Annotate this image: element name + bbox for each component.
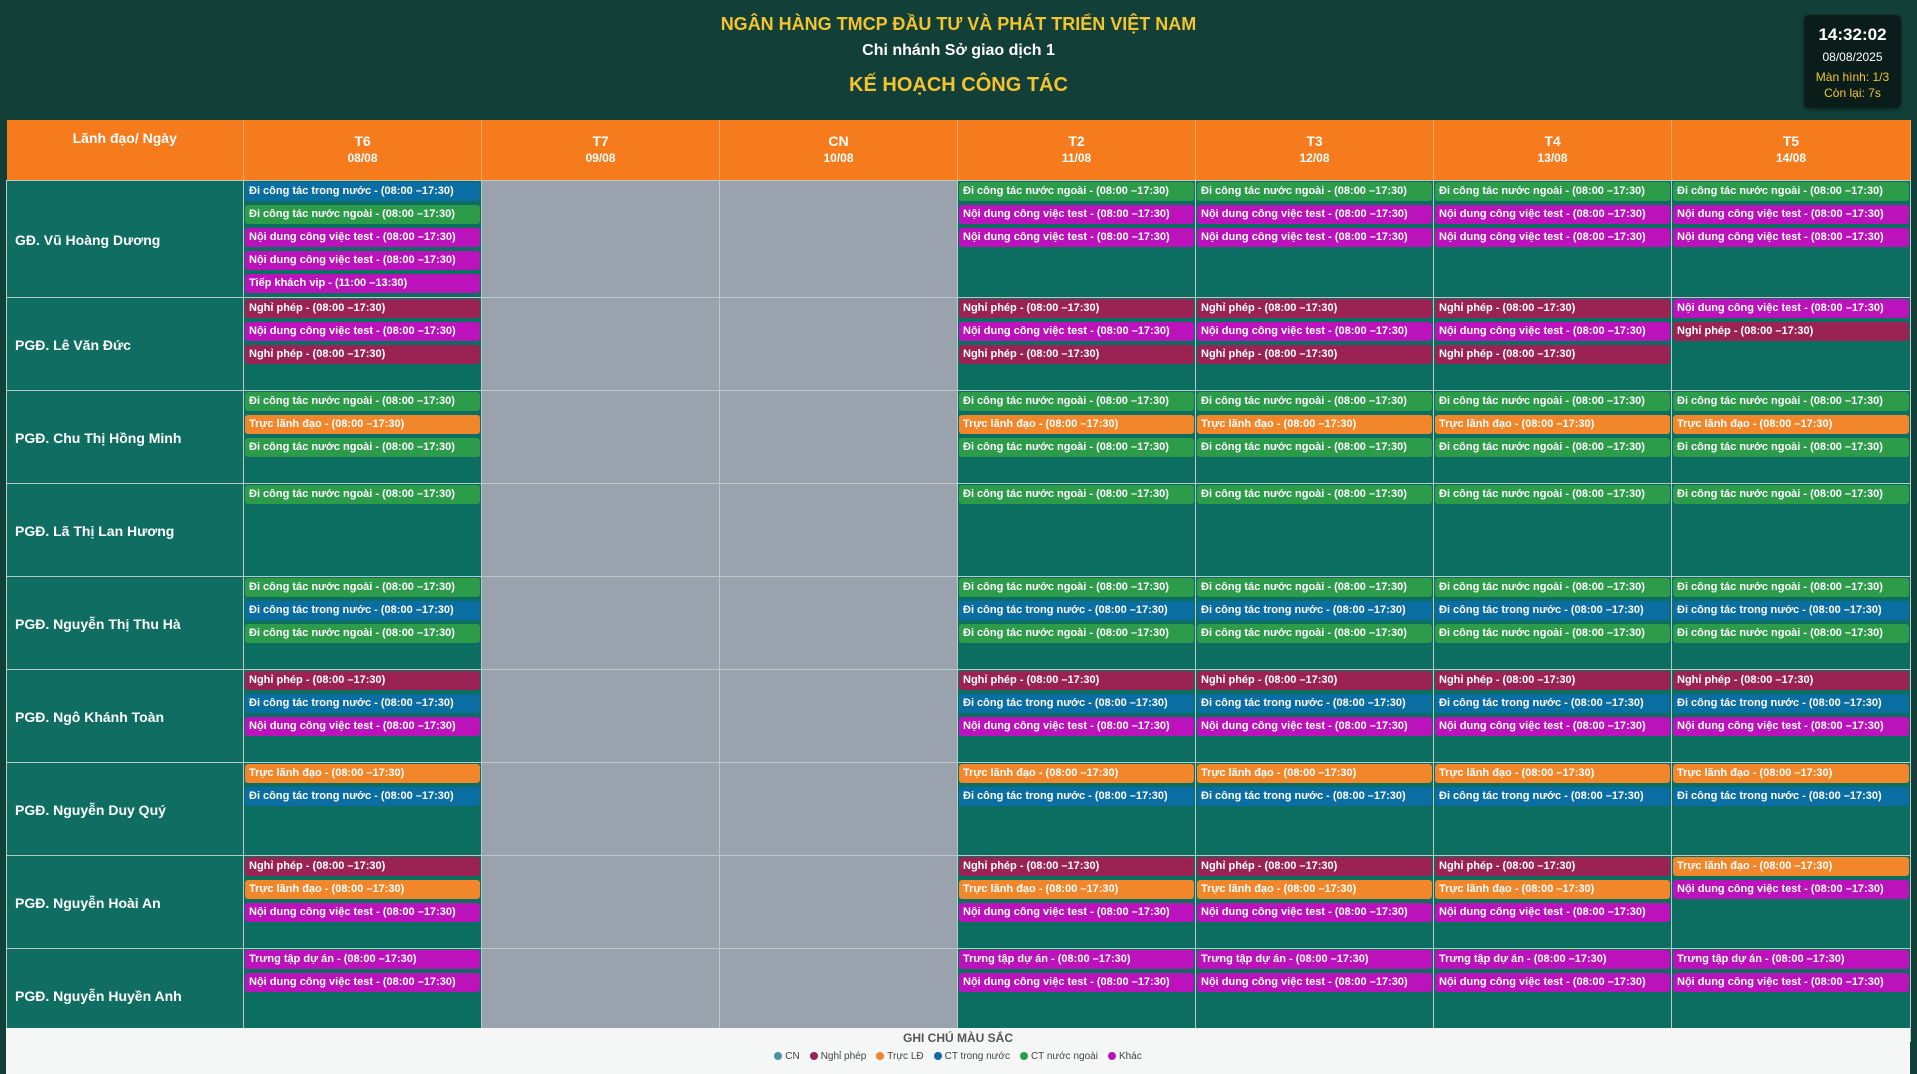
event-chip[interactable]: Đi công tác nước ngoài - (08:00 –17:30) — [1673, 182, 1909, 201]
event-chip[interactable]: Đi công tác trong nước - (08:00 –17:30) — [1197, 601, 1432, 620]
event-chip[interactable]: Nghỉ phép - (08:00 –17:30) — [959, 671, 1194, 690]
event-chip[interactable]: Nội dung công việc test - (08:00 –17:30) — [1673, 299, 1909, 318]
schedule-cell — [1672, 391, 1911, 484]
day-header — [958, 120, 1196, 181]
event-chip[interactable]: Trực lãnh đạo - (08:00 –17:30) — [959, 764, 1194, 783]
event-chip[interactable]: Nội dung công việc test - (08:00 –17:30) — [1197, 228, 1432, 247]
event-chip[interactable]: Nội dung công việc test - (08:00 –17:30) — [1197, 973, 1432, 992]
event-chip[interactable]: Nghỉ phép - (08:00 –17:30) — [1197, 671, 1432, 690]
weekend-cell — [720, 484, 958, 577]
event-chip[interactable]: Nội dung công việc test - (08:00 –17:30) — [1435, 205, 1670, 224]
day-date: 11/08 — [1061, 151, 1092, 165]
event-chip[interactable]: Trực lãnh đạo - (08:00 –17:30) — [245, 764, 480, 783]
event-chip[interactable]: Đi công tác nước ngoài - (08:00 –17:30) — [245, 392, 480, 411]
day-header — [482, 120, 720, 181]
day-header — [1672, 120, 1911, 181]
schedule-cell — [244, 577, 482, 670]
day-date: 13/08 — [1537, 151, 1568, 165]
event-chip[interactable]: Đi công tác nước ngoài - (08:00 –17:30) — [1673, 392, 1909, 411]
event-chip[interactable]: Đi công tác trong nước - (08:00 –17:30) — [1673, 787, 1909, 806]
leader-name: GĐ. Vũ Hoàng Dương — [7, 181, 244, 298]
event-chip[interactable]: Trực lãnh đạo - (08:00 –17:30) — [1673, 857, 1909, 876]
event-chip[interactable]: Đi công tác nước ngoài - (08:00 –17:30) — [959, 392, 1194, 411]
legend-item — [934, 1051, 1010, 1062]
weekend-cell — [482, 391, 720, 484]
event-chip[interactable]: Trực lãnh đạo - (08:00 –17:30) — [959, 415, 1194, 434]
day-header — [1196, 120, 1434, 181]
event-chip[interactable]: Nội dung công việc test - (08:00 –17:30) — [1673, 228, 1909, 247]
day-of-week: CN — [828, 133, 849, 149]
schedule-cell — [1434, 577, 1672, 670]
event-chip[interactable]: Nội dung công việc test - (08:00 –17:30) — [245, 322, 480, 341]
legend-items — [6, 1051, 1910, 1062]
legend-label: CN — [785, 1051, 800, 1062]
schedule-cell — [1672, 484, 1911, 577]
event-chip[interactable]: Nội dung công việc test - (08:00 –17:30) — [1435, 322, 1670, 341]
event-chip[interactable]: Nội dung công việc test - (08:00 –17:30) — [1197, 903, 1432, 922]
leader-row — [7, 763, 1911, 856]
legend-dot — [810, 1052, 818, 1060]
day-header — [1434, 120, 1672, 181]
clock-date: 08/08/2025 — [1822, 50, 1883, 64]
event-chip[interactable]: Trưng tập dự án - (08:00 –17:30) — [1197, 950, 1432, 969]
bank-name: NGÂN HÀNG TMCP ĐẦU TƯ VÀ PHÁT TRIỂN VIỆT NAM — [720, 14, 1197, 34]
event-chip[interactable]: Nghỉ phép - (08:00 –17:30) — [245, 299, 480, 318]
event-chip[interactable]: Trưng tập dự án - (08:00 –17:30) — [1673, 950, 1909, 969]
event-chip[interactable]: Trực lãnh đạo - (08:00 –17:30) — [1197, 764, 1432, 783]
color-legend — [6, 1028, 1910, 1074]
countdown: Còn lại: 7s — [1824, 86, 1881, 100]
event-chip[interactable]: Đi công tác trong nước - (08:00 –17:30) — [245, 601, 480, 620]
day-header — [244, 120, 482, 181]
schedule-cell — [244, 670, 482, 763]
schedule-cell — [1672, 298, 1911, 391]
event-chip[interactable]: Nội dung công việc test - (08:00 –17:30) — [1197, 322, 1432, 341]
event-chip[interactable]: Trực lãnh đạo - (08:00 –17:30) — [1197, 415, 1432, 434]
day-of-week: T2 — [1068, 133, 1085, 149]
schedule-cell — [1196, 298, 1434, 391]
legend-dot — [774, 1052, 782, 1060]
event-chip[interactable]: Trực lãnh đạo - (08:00 –17:30) — [245, 880, 480, 899]
event-chip[interactable]: Trực lãnh đạo - (08:00 –17:30) — [1435, 880, 1670, 899]
legend-dot — [876, 1052, 884, 1060]
event-chip[interactable]: Trực lãnh đạo - (08:00 –17:30) — [1673, 415, 1909, 434]
schedule-cell — [1196, 577, 1434, 670]
event-chip[interactable]: Đi công tác nước ngoài - (08:00 –17:30) — [1435, 578, 1670, 597]
event-chip[interactable]: Đi công tác nước ngoài - (08:00 –17:30) — [1197, 392, 1432, 411]
day-date: 12/08 — [1299, 151, 1330, 165]
day-of-week: T3 — [1306, 133, 1323, 149]
page-header — [0, 0, 1917, 118]
leader-row — [7, 577, 1911, 670]
event-chip[interactable]: Nội dung công việc test - (08:00 –17:30) — [1673, 205, 1909, 224]
clock-time: 14:32:02 — [1818, 25, 1887, 44]
weekend-cell — [482, 577, 720, 670]
event-chip[interactable]: Nghỉ phép - (08:00 –17:30) — [1435, 345, 1670, 364]
event-chip[interactable]: Nghỉ phép - (08:00 –17:30) — [959, 857, 1194, 876]
event-chip[interactable]: Đi công tác nước ngoài - (08:00 –17:30) — [1673, 438, 1909, 457]
event-chip[interactable]: Đi công tác trong nước - (08:00 –17:30) — [1435, 601, 1670, 620]
leader-row — [7, 298, 1911, 391]
weekend-cell — [720, 181, 958, 298]
event-chip[interactable]: Nghỉ phép - (08:00 –17:30) — [959, 345, 1194, 364]
schedule-cell — [244, 181, 482, 298]
schedule-cell — [958, 856, 1196, 949]
leader-name: PGĐ. Nguyễn Thị Thu Hà — [7, 577, 244, 670]
schedule-table — [6, 120, 1911, 1042]
schedule-cell — [1196, 181, 1434, 298]
event-chip[interactable]: Nội dung công việc test - (08:00 –17:30) — [959, 205, 1194, 224]
legend-label: Nghỉ phép — [820, 1051, 867, 1062]
page-title: KẾ HOẠCH CÔNG TÁC — [849, 74, 1068, 96]
schedule-cell — [958, 484, 1196, 577]
weekend-cell — [482, 484, 720, 577]
event-chip[interactable]: Nội dung công việc test - (08:00 –17:30) — [245, 251, 480, 270]
leader-name: PGĐ. Ngô Khánh Toàn — [7, 670, 244, 763]
event-chip[interactable]: Đi công tác nước ngoài - (08:00 –17:30) — [1673, 485, 1909, 504]
event-chip[interactable]: Đi công tác trong nước - (08:00 –17:30) — [245, 694, 480, 713]
day-header — [720, 120, 958, 181]
schedule-cell — [1672, 577, 1911, 670]
event-chip[interactable]: Nghỉ phép - (08:00 –17:30) — [959, 299, 1194, 318]
event-chip[interactable]: Đi công tác nước ngoài - (08:00 –17:30) — [1197, 182, 1432, 201]
branch-name: Chi nhánh Sở giao dịch 1 — [862, 42, 1055, 59]
event-chip[interactable]: Nội dung công việc test - (08:00 –17:30) — [1435, 903, 1670, 922]
event-chip[interactable]: Nội dung công việc test - (08:00 –17:30) — [959, 903, 1194, 922]
leader-name: PGĐ. Lã Thị Lan Hương — [7, 484, 244, 577]
schedule-cell — [1672, 856, 1911, 949]
event-chip[interactable]: Nội dung công việc test - (08:00 –17:30) — [245, 903, 480, 922]
event-chip[interactable]: Đi công tác trong nước - (08:00 –17:30) — [1197, 787, 1432, 806]
schedule-cell — [1196, 763, 1434, 856]
event-chip[interactable]: Đi công tác nước ngoài - (08:00 –17:30) — [1435, 624, 1670, 643]
event-chip[interactable]: Đi công tác nước ngoài - (08:00 –17:30) — [959, 578, 1194, 597]
schedule-cell — [958, 763, 1196, 856]
weekend-cell — [720, 856, 958, 949]
event-chip[interactable]: Đi công tác nước ngoài - (08:00 –17:30) — [959, 624, 1194, 643]
event-chip[interactable]: Nội dung công việc test - (08:00 –17:30) — [245, 973, 480, 992]
event-chip[interactable]: Đi công tác nước ngoài - (08:00 –17:30) — [959, 438, 1194, 457]
event-chip[interactable]: Nội dung công việc test - (08:00 –17:30) — [959, 228, 1194, 247]
legend-label: Khác — [1118, 1051, 1142, 1062]
schedule-cell — [958, 391, 1196, 484]
event-chip[interactable]: Nghỉ phép - (08:00 –17:30) — [1197, 299, 1432, 318]
event-chip[interactable]: Nội dung công việc test - (08:00 –17:30) — [959, 717, 1194, 736]
event-chip[interactable]: Nghỉ phép - (08:00 –17:30) — [1197, 345, 1432, 364]
schedule-cell — [1196, 484, 1434, 577]
event-chip[interactable]: Đi công tác nước ngoài - (08:00 –17:30) — [959, 485, 1194, 504]
weekend-cell — [482, 181, 720, 298]
event-chip[interactable]: Trực lãnh đạo - (08:00 –17:30) — [1435, 764, 1670, 783]
event-chip[interactable]: Trực lãnh đạo - (08:00 –17:30) — [1197, 880, 1432, 899]
corner-header: Lãnh đạo/ Ngày — [7, 120, 244, 181]
day-of-week: T6 — [354, 133, 371, 149]
leader-row — [7, 670, 1911, 763]
event-chip[interactable]: Đi công tác nước ngoài - (08:00 –17:30) — [245, 438, 480, 457]
schedule-cell — [1434, 763, 1672, 856]
legend-dot — [934, 1052, 942, 1060]
event-chip[interactable]: Nghỉ phép - (08:00 –17:30) — [245, 857, 480, 876]
schedule-cell — [1434, 391, 1672, 484]
event-chip[interactable]: Đi công tác nước ngoài - (08:00 –17:30) — [245, 205, 480, 224]
event-chip[interactable]: Nội dung công việc test - (08:00 –17:30) — [245, 717, 480, 736]
event-chip[interactable]: Nội dung công việc test - (08:00 –17:30) — [959, 973, 1194, 992]
event-chip[interactable]: Đi công tác trong nước - (08:00 –17:30) — [959, 601, 1194, 620]
schedule-cell — [244, 763, 482, 856]
event-chip[interactable]: Nghỉ phép - (08:00 –17:30) — [1435, 857, 1670, 876]
event-chip[interactable]: Nội dung công việc test - (08:00 –17:30) — [1673, 880, 1909, 899]
day-date: 08/08 — [347, 151, 378, 165]
event-chip[interactable]: Đi công tác trong nước - (08:00 –17:30) — [959, 694, 1194, 713]
event-chip[interactable]: Đi công tác trong nước - (08:00 –17:30) — [1435, 694, 1670, 713]
schedule-cell — [1196, 856, 1434, 949]
schedule-cell — [244, 484, 482, 577]
event-chip[interactable]: Đi công tác trong nước - (08:00 –17:30) — [1673, 601, 1909, 620]
legend-item — [876, 1051, 923, 1062]
event-chip[interactable]: Đi công tác nước ngoài - (08:00 –17:30) — [959, 182, 1194, 201]
event-chip[interactable]: Trực lãnh đạo - (08:00 –17:30) — [245, 415, 480, 434]
event-chip[interactable]: Đi công tác nước ngoài - (08:00 –17:30) — [1673, 578, 1909, 597]
weekend-cell — [720, 763, 958, 856]
event-chip[interactable]: Trực lãnh đạo - (08:00 –17:30) — [1673, 764, 1909, 783]
screen-indicator: Màn hình: 1/3 — [1815, 70, 1890, 84]
leader-row — [7, 181, 1911, 298]
day-of-week: T5 — [1782, 133, 1800, 149]
event-chip[interactable]: Đi công tác trong nước - (08:00 –17:30) — [1435, 787, 1670, 806]
legend-label: CT trong nước — [944, 1051, 1010, 1062]
clock-panel — [1804, 15, 1901, 108]
event-chip[interactable]: Nội dung công việc test - (08:00 –17:30) — [1673, 717, 1909, 736]
weekend-cell — [720, 391, 958, 484]
event-chip[interactable]: Đi công tác nước ngoài - (08:00 –17:30) — [1197, 438, 1432, 457]
schedule-cell — [1434, 181, 1672, 298]
leader-row — [7, 856, 1911, 949]
leader-name: PGĐ. Lê Văn Đức — [7, 298, 244, 391]
event-chip[interactable]: Nội dung công việc test - (08:00 –17:30) — [245, 228, 480, 247]
schedule-cell — [1434, 298, 1672, 391]
event-chip[interactable]: Nội dung công việc test - (08:00 –17:30) — [1673, 973, 1909, 992]
day-date: 10/08 — [823, 151, 854, 165]
weekend-cell — [720, 298, 958, 391]
day-of-week: T4 — [1544, 133, 1561, 149]
event-chip[interactable]: Trưng tập dự án - (08:00 –17:30) — [245, 950, 480, 969]
event-chip[interactable]: Trực lãnh đạo - (08:00 –17:30) — [1435, 415, 1670, 434]
event-chip[interactable]: Trực lãnh đạo - (08:00 –17:30) — [959, 880, 1194, 899]
event-chip[interactable]: Đi công tác nước ngoài - (08:00 –17:30) — [245, 485, 480, 504]
event-chip[interactable]: Đi công tác nước ngoài - (08:00 –17:30) — [1435, 438, 1670, 457]
event-chip[interactable]: Đi công tác nước ngoài - (08:00 –17:30) — [1435, 392, 1670, 411]
event-chip[interactable]: Trưng tập dự án - (08:00 –17:30) — [959, 950, 1194, 969]
event-chip[interactable]: Đi công tác nước ngoài - (08:00 –17:30) — [245, 578, 480, 597]
leader-name: PGĐ. Chu Thị Hồng Minh — [7, 391, 244, 484]
event-chip[interactable]: Nội dung công việc test - (08:00 –17:30) — [1197, 205, 1432, 224]
event-chip[interactable]: Đi công tác nước ngoài - (08:00 –17:30) — [1197, 485, 1432, 504]
schedule-cell — [1196, 391, 1434, 484]
weekend-cell — [482, 298, 720, 391]
header-row — [7, 120, 1911, 181]
schedule-cell — [1672, 763, 1911, 856]
weekend-cell — [720, 670, 958, 763]
event-chip[interactable]: Nghỉ phép - (08:00 –17:30) — [1197, 857, 1432, 876]
event-chip[interactable]: Nội dung công việc test - (08:00 –17:30) — [1435, 228, 1670, 247]
legend-item — [1108, 1051, 1142, 1062]
event-chip[interactable]: Đi công tác nước ngoài - (08:00 –17:30) — [1197, 624, 1432, 643]
event-chip[interactable]: Nội dung công việc test - (08:00 –17:30) — [959, 322, 1194, 341]
event-chip[interactable]: Đi công tác trong nước - (08:00 –17:30) — [959, 787, 1194, 806]
event-chip[interactable]: Nghỉ phép - (08:00 –17:30) — [1673, 322, 1909, 341]
day-of-week: T7 — [592, 133, 609, 149]
event-chip[interactable]: Đi công tác nước ngoài - (08:00 –17:30) — [1435, 485, 1670, 504]
weekend-cell — [482, 856, 720, 949]
schedule-cell — [958, 181, 1196, 298]
legend-label: CT nước ngoài — [1030, 1051, 1098, 1062]
legend-dot — [1020, 1052, 1028, 1060]
schedule-cell — [244, 298, 482, 391]
weekend-cell — [720, 577, 958, 670]
event-chip[interactable]: Đi công tác nước ngoài - (08:00 –17:30) — [245, 624, 480, 643]
event-chip[interactable]: Tiếp khách vip - (11:00 –13:30) — [245, 274, 480, 293]
legend-item — [774, 1051, 799, 1062]
legend-item — [810, 1051, 867, 1062]
weekend-cell — [482, 670, 720, 763]
schedule-cell — [244, 856, 482, 949]
event-chip[interactable]: Đi công tác nước ngoài - (08:00 –17:30) — [1197, 578, 1432, 597]
leader-name: PGĐ. Nguyễn Duy Quý — [7, 763, 244, 856]
event-chip[interactable]: Đi công tác trong nước - (08:00 –17:30) — [245, 787, 480, 806]
schedule-cell — [1434, 670, 1672, 763]
legend-dot — [1108, 1052, 1116, 1060]
leader-row — [7, 391, 1911, 484]
leader-name: PGĐ. Nguyễn Hoài An — [7, 856, 244, 949]
day-date: 09/08 — [585, 151, 616, 165]
event-chip[interactable]: Nội dung công việc test - (08:00 –17:30) — [1197, 717, 1432, 736]
day-date: 14/08 — [1775, 151, 1807, 165]
event-chip[interactable]: Nghỉ phép - (08:00 –17:30) — [1435, 299, 1670, 318]
event-chip[interactable]: Đi công tác trong nước - (08:00 –17:30) — [1673, 694, 1909, 713]
weekend-cell — [482, 763, 720, 856]
schedule-cell — [1434, 484, 1672, 577]
event-chip[interactable]: Nghỉ phép - (08:00 –17:30) — [1673, 671, 1909, 690]
schedule-cell — [1672, 181, 1911, 298]
event-chip[interactable]: Đi công tác nước ngoài - (08:00 –17:30) — [1435, 182, 1670, 201]
leader-name: PGĐ. Nguyễn Huyền Anh — [7, 949, 244, 1042]
legend-item — [1020, 1051, 1098, 1062]
schedule-cell — [1196, 670, 1434, 763]
event-chip[interactable]: Đi công tác trong nước - (08:00 –17:30) — [1197, 694, 1432, 713]
event-chip[interactable]: Nội dung công việc test - (08:00 –17:30) — [1435, 717, 1670, 736]
schedule-cell — [958, 298, 1196, 391]
schedule-cell — [958, 670, 1196, 763]
schedule-cell — [244, 391, 482, 484]
event-chip[interactable]: Đi công tác nước ngoài - (08:00 –17:30) — [1673, 624, 1909, 643]
schedule-body — [7, 181, 1911, 1042]
leader-row — [7, 484, 1911, 577]
event-chip[interactable]: Đi công tác trong nước - (08:00 –17:30) — [245, 182, 480, 201]
event-chip[interactable]: Trưng tập dự án - (08:00 –17:30) — [1435, 950, 1670, 969]
event-chip[interactable]: Nghỉ phép - (08:00 –17:30) — [245, 345, 480, 364]
schedule-cell — [1434, 856, 1672, 949]
legend-title: GHI CHÚ MÀU SẮC — [903, 1031, 1013, 1045]
schedule-cell — [958, 577, 1196, 670]
legend-label: Trực LĐ — [887, 1051, 924, 1062]
event-chip[interactable]: Nghỉ phép - (08:00 –17:30) — [245, 671, 480, 690]
schedule-cell — [1672, 670, 1911, 763]
event-chip[interactable]: Nghỉ phép - (08:00 –17:30) — [1435, 671, 1670, 690]
event-chip[interactable]: Nội dung công việc test - (08:00 –17:30) — [1435, 973, 1670, 992]
